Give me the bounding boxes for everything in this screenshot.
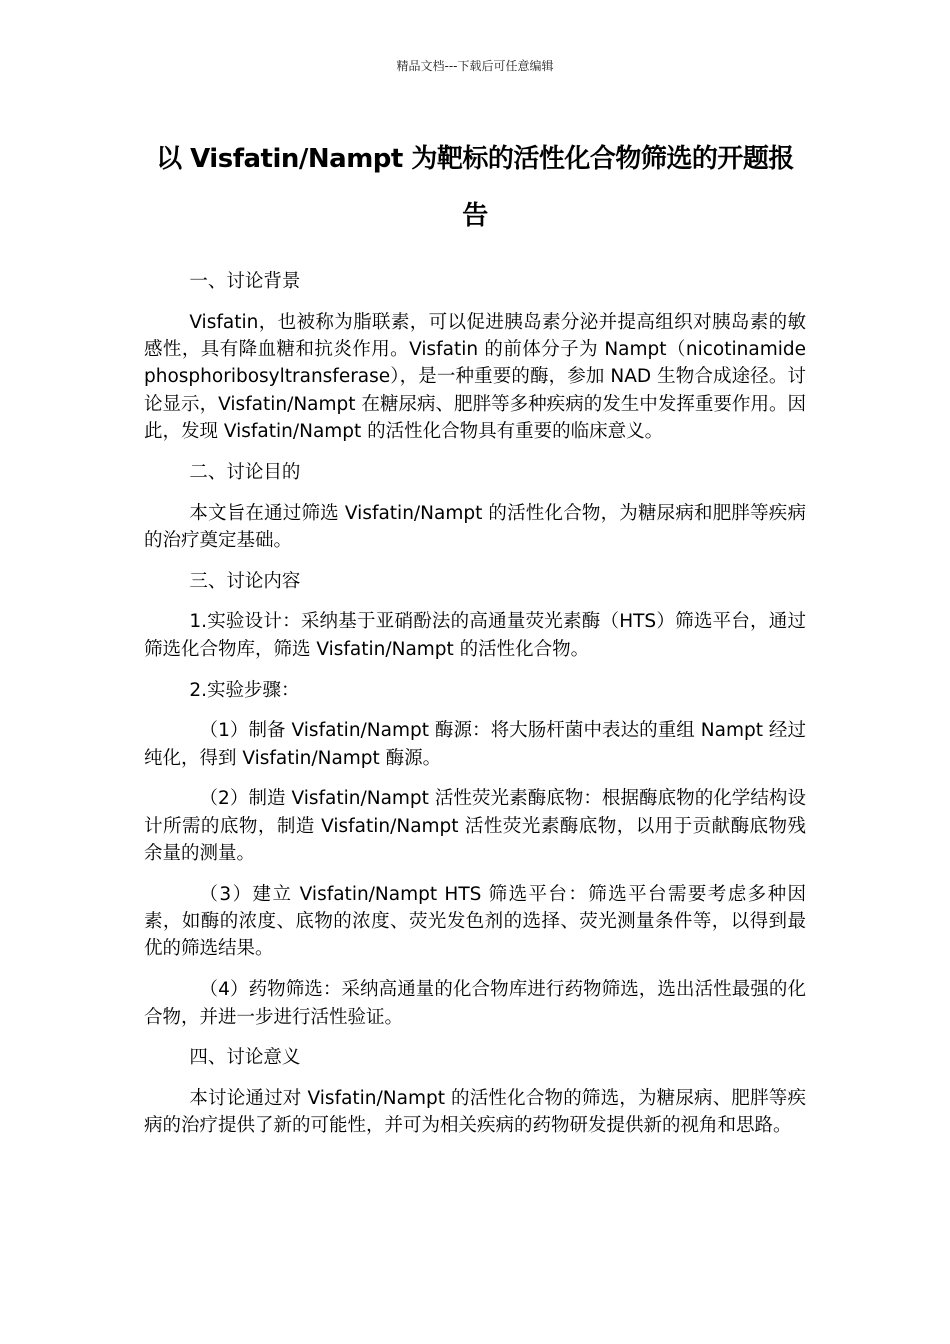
paragraph: 本文旨在通过筛选 Visfatin/Nampt 的活性化合物，为糖尿病和肥胖等疾病的治疗奠定基础。 — [144, 502, 806, 551]
section-heading: 二、讨论目的 — [189, 461, 301, 483]
paragraph: 本讨论通过对 Visfatin/Nampt 的活性化合物的筛选，为糖尿病、肥胖等疾病的治疗提供了新的可能性，并可为相关疾病的药物研发提供新的视角和思路。 — [144, 1088, 806, 1137]
document-title: 以 Visfatin/Nampt 为靶标的活性化合物筛选的开题报告 — [156, 144, 794, 231]
step-item: （3）建立 Visfatin/Nampt HTS 筛选平台：筛选平台需要考虑多种因素，如酶的浓度、底物的浓度、荧光发色剂的选择、荧光测量条件等，以得到最优的筛选结果。 — [144, 883, 806, 960]
section-heading: 三、讨论内容 — [189, 570, 301, 592]
step-item: （4）药物筛选：采纳高通量的化合物库进行药物筛选，选出活性最强的化合物，并进一步进行活性验证。 — [144, 979, 806, 1028]
section-heading: 一、讨论背景 — [189, 271, 301, 292]
step-item: （1）制备 Visfatin/Nampt 酶源：将大肠杆菌中表达的重组 Nampt 经过纯化，得到 Visfatin/Nampt 酶源。 — [144, 720, 806, 769]
section-heading: 四、讨论意义 — [189, 1047, 301, 1069]
step-item: （2）制造 Visfatin/Nampt 活性荧光素酶底物：根据酶底物的化学结构设计所需的底物，制造 Visfatin/Nampt 活性荧光素酶底物，以用于贡献酶底物残余量的测量。 — [144, 788, 806, 865]
paragraph: Visfatin，也被称为脂联素，可以促进胰岛素分泌并提高组织对胰岛素的敏感性，具有降血糖和抗炎作用。Visfatin 的前体分子为 Nampt（nicotinamide phosphoribosyltransferase），是一种重要的酶，参加 NAD 生物合成途径。讨论显示，Visfatin/Nampt 在糖尿病、肥胖等多种疾病的发生中发挥重要作用。因此，发现 Visfatin/Nampt 的活性化合物具有重要的临床意义。 — [144, 311, 806, 442]
page-header: 精品文档---下载后可任意编辑 — [396, 59, 554, 73]
subsection-heading: 2.实验步骤： — [189, 679, 300, 701]
document-body — [144, 268, 806, 1153]
paragraph: 1.实验设计：采纳基于亚硝酚法的高通量荧光素酶（HTS）筛选平台，通过筛选化合物库，筛选 Visfatin/Nampt 的活性化合物。 — [144, 611, 806, 660]
